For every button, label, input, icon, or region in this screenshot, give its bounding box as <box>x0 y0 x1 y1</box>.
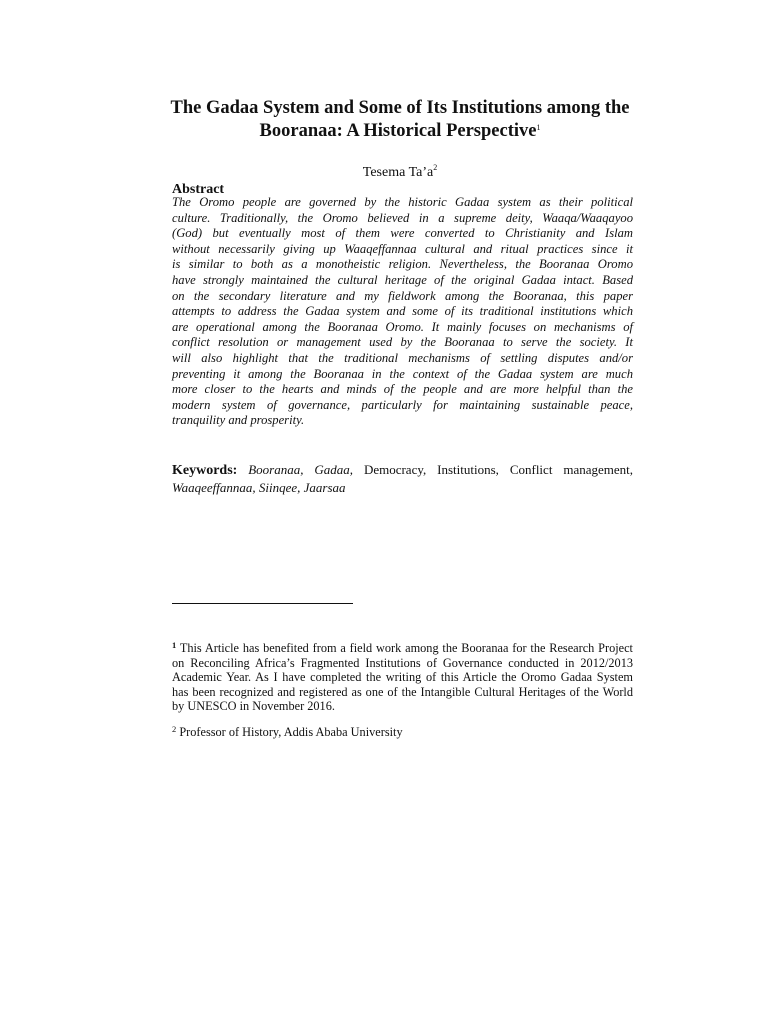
abstract-line: more closer to the hearts and minds of the people and are more helpful than the <box>172 382 633 397</box>
footnote-2-text: Professor of History, Addis Ababa University <box>179 725 403 739</box>
footnote-line: has been recognized and registered as one of the Intangible Cultural Heritages of the World <box>172 684 633 699</box>
keywords-block <box>172 461 633 496</box>
abstract-line: (God) but eventually most of them were converted to Christianity and Islam <box>172 226 633 241</box>
title-line-2: Booranaa: A Historical Perspective <box>259 121 537 141</box>
title-line-1: The Gadaa System and Some of Its Institutions among the <box>170 98 630 118</box>
abstract-heading: Abstract <box>172 182 225 197</box>
abstract-line: on the secondary literature and my fieldwork among the Booranaa, this paper <box>172 288 633 303</box>
footnote-2-mark: 2 <box>172 724 177 734</box>
footnote-1-line-1 <box>172 641 633 656</box>
author-name <box>150 164 650 182</box>
author-text: Tesema Ta’a <box>362 165 434 180</box>
keywords-label: Keywords: <box>172 463 238 478</box>
abstract-line: tranquility and prosperity. <box>172 413 305 428</box>
footnote-line: by UNESCO in November 2016. <box>172 699 335 714</box>
keywords-italic-2: Waaqeeffannaa, Siinqee, Jaarsaa <box>172 480 346 495</box>
footnote-1 <box>172 641 633 714</box>
author-footnote-mark: 2 <box>433 163 438 172</box>
footnote-1-mark: 1 <box>172 640 177 650</box>
abstract-line: without necessarily giving up Waaqeffannaa cultural and ritual practices since it <box>172 241 633 256</box>
abstract-line: modern system of governance, particularly for maintaining sustainable peace, <box>172 397 633 412</box>
footnote-2-line <box>172 725 633 740</box>
abstract-line: attempts to address the Gadaa system and some of its traditional institutions which <box>172 304 633 319</box>
abstract-line: conflict resolution or management used by the Booranaa to serve the society. It <box>172 335 633 350</box>
abstract-line: are operational among the Booranaa Oromo. It mainly focuses on mechanisms of <box>172 319 633 334</box>
abstract-line: have strongly maintained the cultural heritage of the original Gadaa intact. Based <box>172 272 633 287</box>
abstract-line: preventing it among the Booranaa in the context of the Gadaa system are much <box>172 366 633 381</box>
footnote-line: Academic Year. As I have completed the writing of this Article the Oromo Gadaa System <box>172 670 633 685</box>
paper-title <box>150 97 650 143</box>
abstract-body <box>172 195 633 429</box>
keywords-line-1 <box>172 461 633 479</box>
keywords-italic-1: Booranaa, Gadaa, <box>248 462 354 477</box>
footnote-2 <box>172 725 633 740</box>
abstract-line: is similar to both as a monotheistic religion. Nevertheless, the Booranaa Oromo <box>172 257 633 272</box>
abstract-line: culture. Traditionally, the Oromo believed in a supreme deity, Waaqa/Waaqayoo <box>172 210 633 225</box>
footnote-divider <box>172 603 353 604</box>
abstract-line: The Oromo people are governed by the historic Gadaa system as their political <box>172 195 633 209</box>
footnote-line: on Reconciling Africa’s Fragmented Institutions of Governance conducted in 2012/2013 <box>172 655 633 670</box>
abstract-line: will also highlight that the traditional mechanisms of settling disputes and/or <box>172 350 633 365</box>
footnote-line-text: This Article has benefited from a field work among the Booranaa for the Research Project <box>179 641 633 655</box>
title-footnote-mark: 1 <box>536 123 541 132</box>
keywords-plain: Democracy, Institutions, Conflict management, <box>363 462 633 477</box>
